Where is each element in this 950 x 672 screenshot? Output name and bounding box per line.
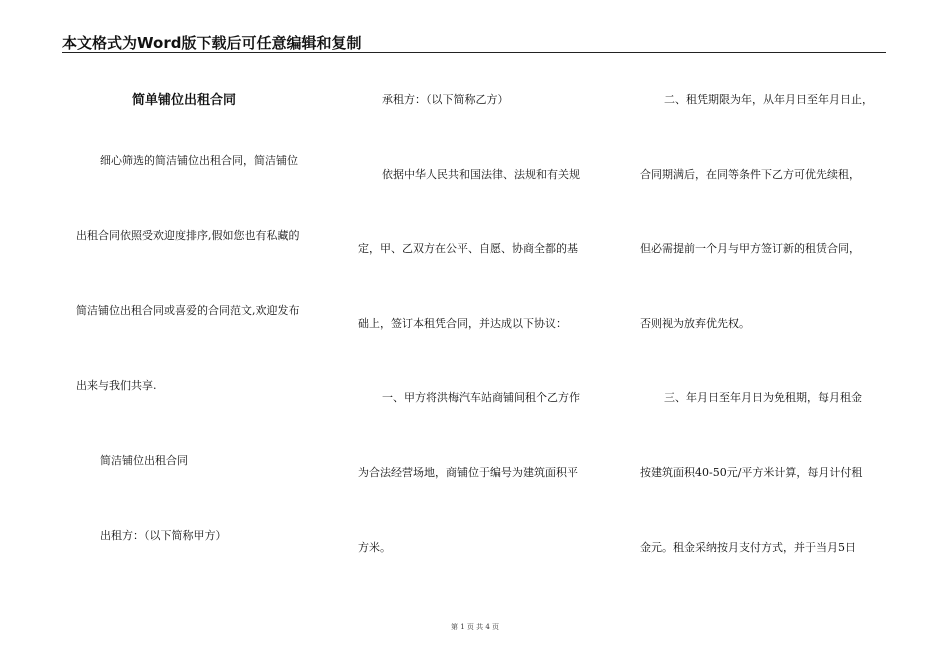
text-column-2 <box>358 60 603 620</box>
paragraph-line: 金元。租金采纳按月支付方式，并于当月5日 <box>640 541 856 554</box>
paragraph-line: 按建筑面积40-50元/平方米计算，每月计付租 <box>640 466 863 479</box>
paragraph-line: 一、甲方将洪梅汽车站商铺间租个乙方作 <box>382 391 580 404</box>
paragraph-line: 但必需提前一个月与甲方签订新的租赁合同， <box>640 242 860 255</box>
page-number: 第 1 页 共 4 页 <box>450 623 500 631</box>
document-header: 本文格式为Word版下载后可任意编辑和复制 <box>62 34 362 52</box>
paragraph-line: 简洁铺位出租合同 <box>100 454 188 467</box>
paragraph-line: 为合法经营场地，商铺位于编号为建筑面积平 <box>358 466 578 479</box>
paragraph-line: 合同期满后，在同等条件下乙方可优先续租， <box>640 168 860 181</box>
paragraph-line: 方米。 <box>358 541 391 554</box>
paragraph-line: 承租方：（以下简称乙方） <box>382 93 509 106</box>
document-title: 简单铺位出租合同 <box>132 93 237 108</box>
paragraph-line: 三、年月日至年月日为免租期，每月租金 <box>664 391 862 404</box>
paragraph-line: 二、租凭期限为年，从年月日至年月日止， <box>664 93 873 106</box>
paragraph-line: 依据中华人民共和国法律、法规和有关规 <box>382 168 580 181</box>
paragraph-line: 础上，签订本租凭合同，并达成以下协议： <box>358 317 567 330</box>
text-column-1 <box>76 60 328 620</box>
paragraph-line: 简洁铺位出租合同或喜爱的合同范文,欢迎发布 <box>76 304 300 317</box>
paragraph-line: 出来与我们共享. <box>76 379 157 392</box>
paragraph-line: 出租合同依照受欢迎度排序,假如您也有私藏的 <box>76 229 300 242</box>
paragraph-line: 否则视为放弃优先权。 <box>640 317 750 330</box>
text-column-3 <box>640 60 890 620</box>
paragraph-line: 出租方：（以下简称甲方） <box>100 529 227 542</box>
paragraph-line: 定，甲、乙双方在公平、自愿、协商全都的基 <box>358 242 578 255</box>
paragraph-line: 细心筛选的简洁铺位出租合同，简洁铺位 <box>100 154 298 167</box>
header-divider <box>62 52 886 53</box>
